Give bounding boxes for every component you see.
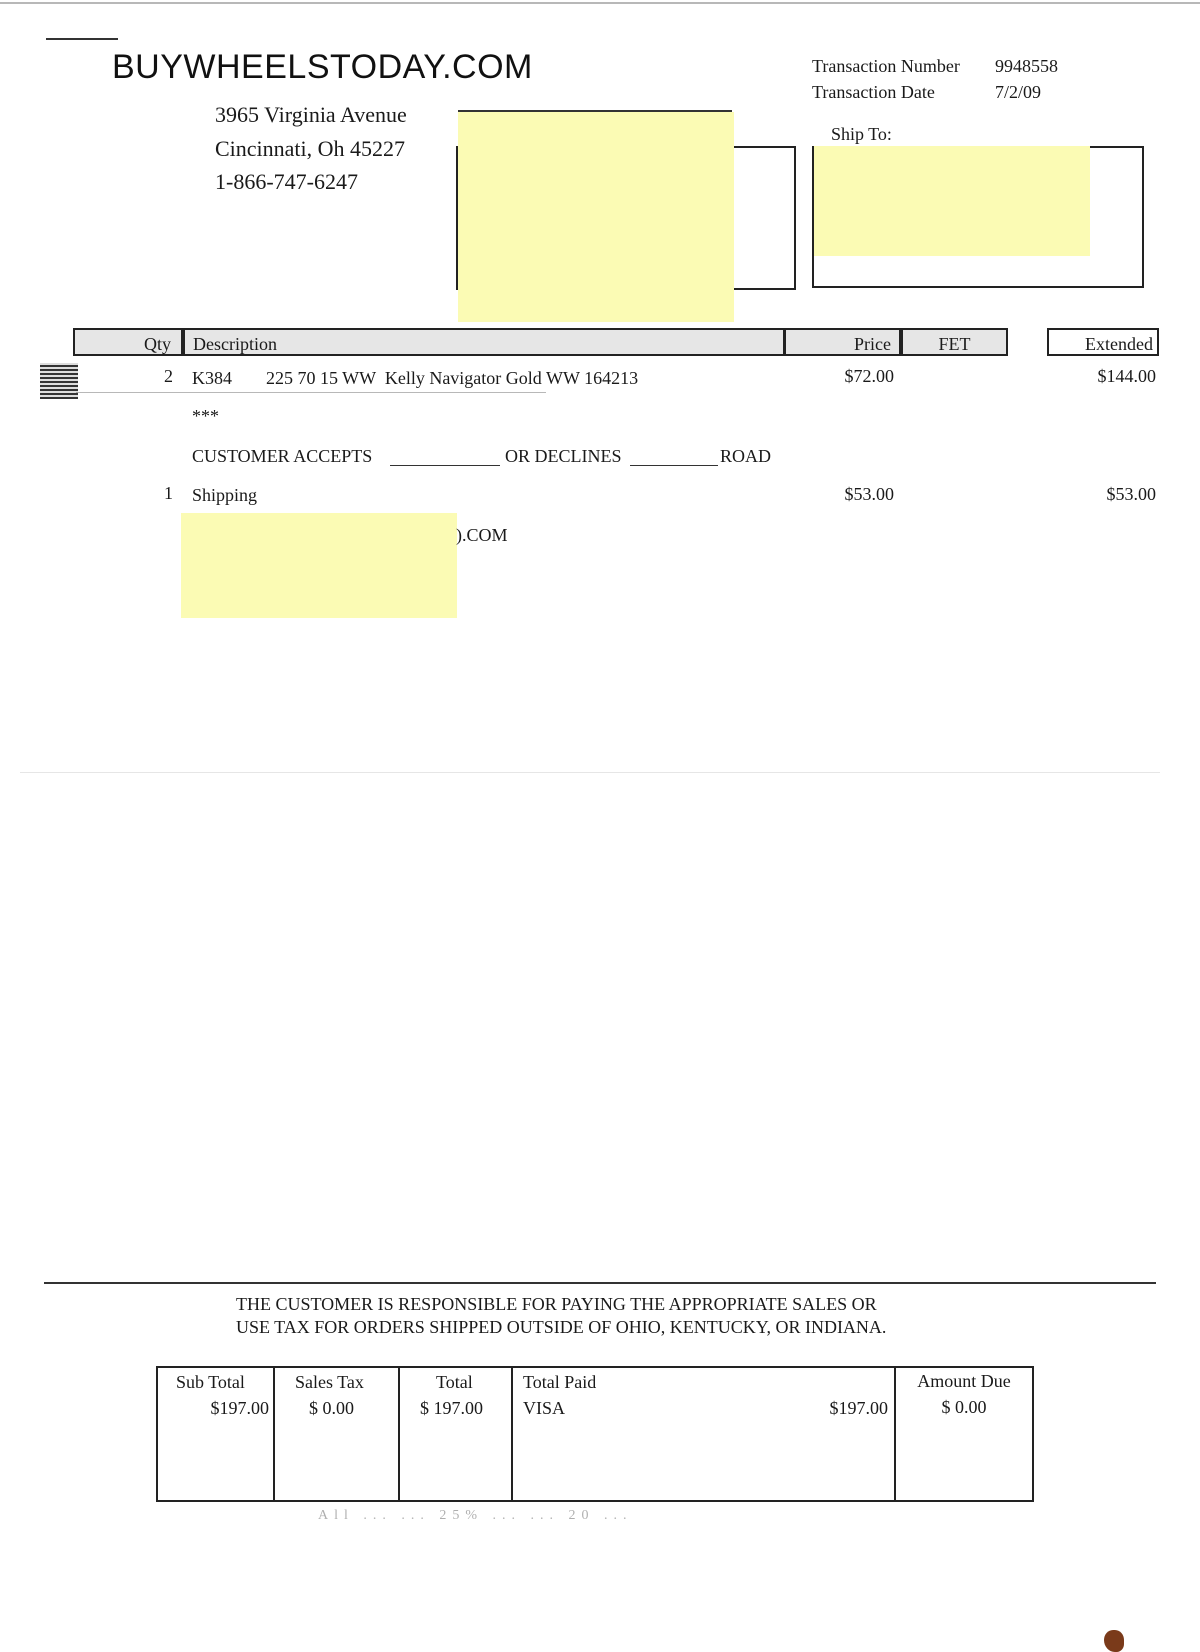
scan-mark (20, 772, 1160, 773)
footer-fragment: All ... ... 25% ... ... 20 ... (318, 1508, 633, 1523)
ship-to-redaction (814, 146, 1090, 256)
payment-method: VISA (523, 1398, 566, 1418)
total-paid-cell (511, 1366, 896, 1502)
col-header-description: Description (183, 328, 785, 356)
item-qty: 1 (164, 483, 173, 503)
company-address-line2: Cincinnati, Oh 45227 (215, 136, 406, 161)
amount-due-label: Amount Due (917, 1371, 1011, 1391)
bill-to-redaction (458, 112, 734, 322)
asterisks: *** (192, 406, 219, 426)
company-address-line1: 3965 Virginia Avenue (215, 102, 407, 127)
total-value: $ 197.00 (420, 1398, 483, 1418)
item-extended: $53.00 (1106, 484, 1156, 504)
tax-notice-line2: USE TAX FOR ORDERS SHIPPED OUTSIDE OF OHIO, KENTUCKY, OR INDIANA. (236, 1317, 887, 1337)
total-cell (398, 1366, 513, 1502)
road-hazard-accepts: CUSTOMER ACCEPTS (192, 446, 373, 466)
amount-due-value: $ 0.00 (941, 1397, 987, 1417)
stamp-icon (40, 363, 78, 399)
transaction-date-value: 7/2/09 (995, 82, 1042, 102)
company-name: BUYWHEELSTODAY.COM (112, 48, 533, 86)
tax-notice-line1: THE CUSTOMER IS RESPONSIBLE FOR PAYING THE APPROPRIATE SALES OR (236, 1294, 877, 1314)
col-header-qty: Qty (73, 328, 183, 356)
item-description: Shipping (192, 485, 258, 505)
total-label: Total (436, 1372, 473, 1392)
redaction-block (181, 513, 457, 618)
item-extended: $144.00 (1097, 366, 1156, 386)
road-hazard-declines: OR DECLINES (505, 446, 622, 466)
ship-to-label: Ship To: (831, 124, 892, 144)
item-code: K384 (192, 368, 232, 388)
total-paid-value: $197.00 (829, 1398, 888, 1418)
transaction-date-label: Transaction Date (812, 82, 935, 102)
accepts-blank (390, 465, 500, 466)
company-phone: 1-866-747-6247 (215, 169, 358, 194)
transaction-number-label: Transaction Number (812, 56, 960, 76)
sales-tax-label: Sales Tax (295, 1372, 364, 1392)
item-qty: 2 (164, 366, 173, 386)
total-paid-label: Total Paid (523, 1372, 597, 1392)
sub-total-value: $197.00 (210, 1398, 269, 1418)
notice-divider (44, 1282, 1156, 1284)
sub-total-cell (156, 1366, 275, 1502)
transaction-number-value: 9948558 (995, 56, 1058, 76)
scan-mark (0, 2, 1200, 4)
stain-mark (1104, 1630, 1124, 1652)
item-price: $53.00 (844, 484, 894, 504)
amount-due-cell (894, 1366, 1034, 1502)
scan-mark (46, 38, 118, 40)
item-rule (76, 392, 546, 393)
col-header-price: Price (784, 328, 901, 356)
sales-tax-value: $ 0.00 (309, 1398, 354, 1418)
sales-tax-cell (273, 1366, 400, 1502)
bill-to-rule (458, 110, 732, 112)
sub-total-label: Sub Total (176, 1372, 245, 1392)
item-price: $72.00 (844, 366, 894, 386)
road-hazard-road: ROAD (720, 446, 772, 466)
col-header-extended: Extended (1047, 328, 1159, 356)
declines-blank (630, 465, 718, 466)
redacted-suffix: ).COM (456, 525, 508, 545)
col-header-fet: FET (901, 328, 1008, 356)
item-description: 225 70 15 WW Kelly Navigator Gold WW 164213 (266, 368, 639, 388)
